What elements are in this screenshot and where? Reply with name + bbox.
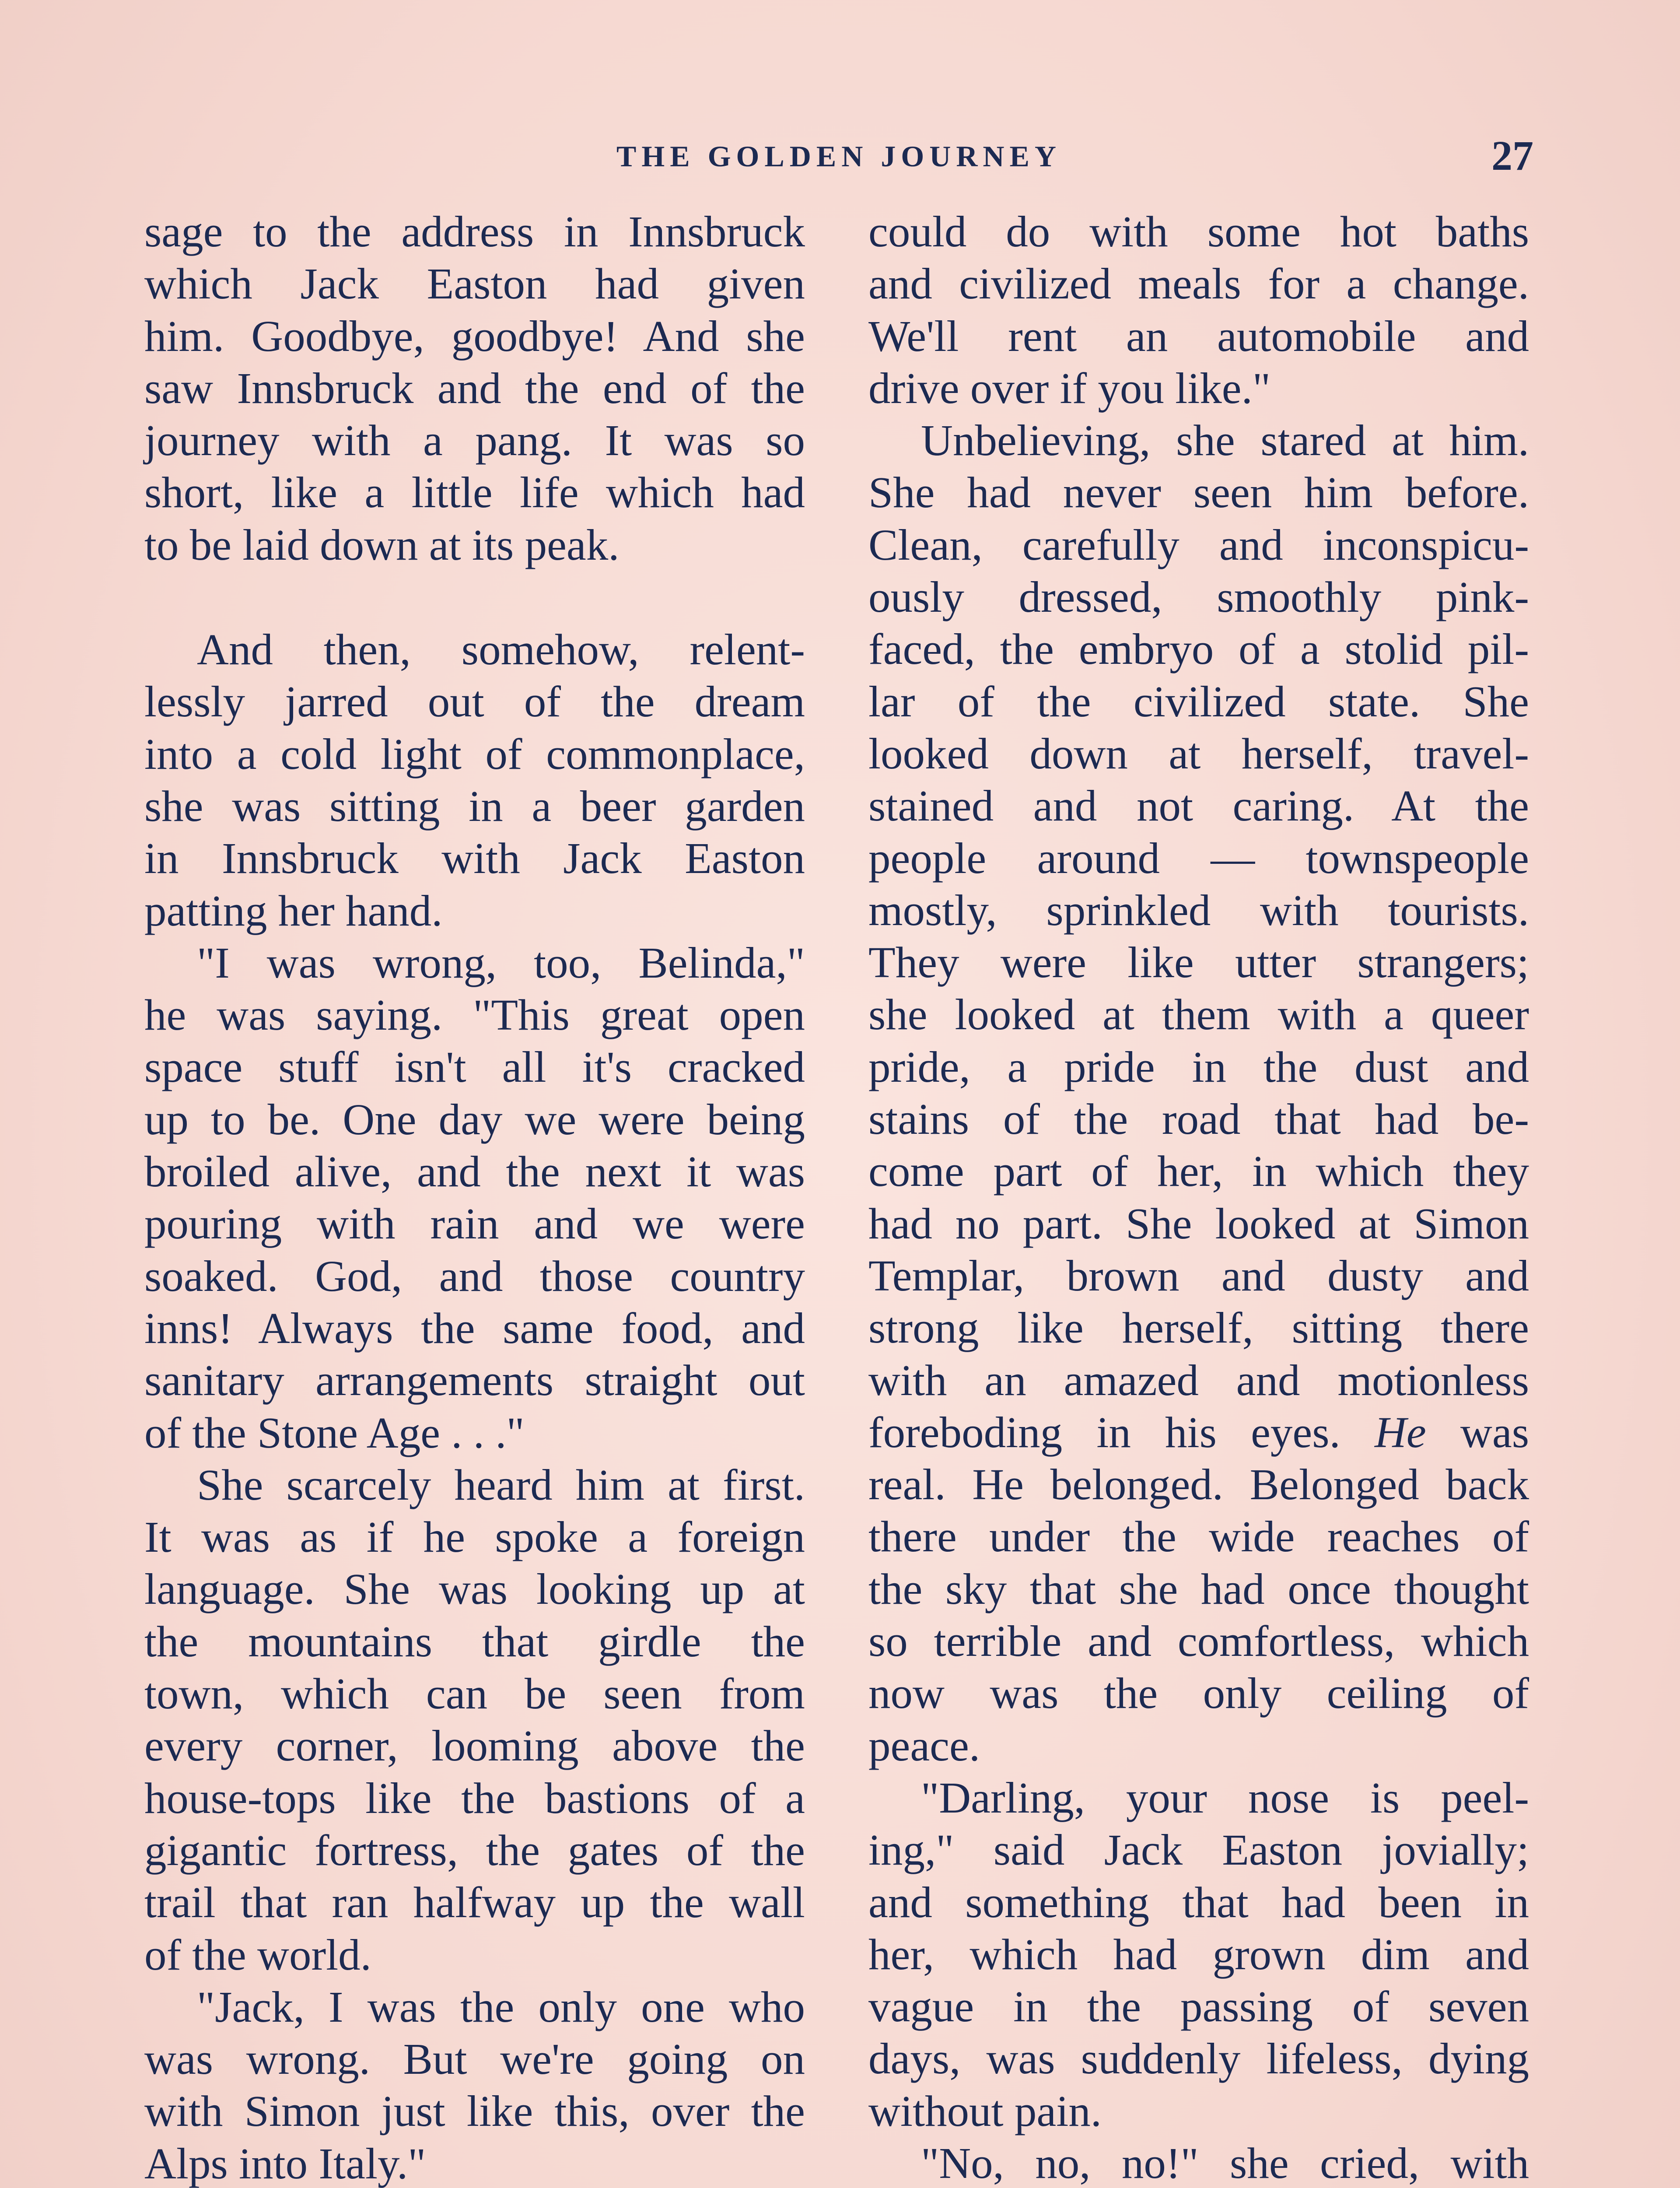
text-line: and something that had been in (868, 1877, 1529, 1927)
text-line: she was sitting in a beer garden (144, 781, 805, 831)
text-line: there under the wide reaches of (868, 1512, 1529, 1561)
text-line: pride, a pride in the dust and (868, 1042, 1529, 1091)
text-line: saw Innsbruck and the end of the (144, 363, 805, 413)
text-line: stains of the road that had be- (868, 1094, 1529, 1144)
text-line: And then, somehow, relent- (197, 625, 805, 674)
page-number: 27 (1491, 132, 1533, 179)
text-line: faced, the embryo of a stolid pil- (868, 624, 1529, 674)
text-line: into a cold light of commonplace, (144, 729, 805, 778)
text-line: stained and not caring. At the (868, 781, 1529, 831)
text-line: and civilized meals for a change. (868, 259, 1529, 309)
text-line: gigantic fortress, the gates of the (144, 1825, 805, 1875)
text-line: mostly, sprinkled with tourists. (868, 885, 1529, 935)
text-line: come part of her, in which they (868, 1147, 1529, 1196)
text-line: "No, no, no!" she cried, with (921, 2138, 1529, 2188)
text-line: space stuff isn't all it's cracked (144, 1042, 805, 1092)
text-line: trail that ran halfway up the wall (144, 1878, 805, 1927)
text-line: the sky that she had once thought (868, 1564, 1529, 1613)
text-line: "Jack, I was the only one who (197, 1982, 805, 2031)
text-line: her, which had grown dim and (868, 1929, 1529, 1979)
text-line: house-tops like the bastions of a (144, 1773, 805, 1823)
text-line: he was saying. "This great open (144, 990, 805, 1040)
text-line: could do with some hot baths (868, 207, 1529, 256)
text-line: town, which can be seen from (144, 1669, 805, 1718)
text-line: she looked at them with a queer (868, 990, 1529, 1039)
text-line: strong like herself, sitting there (868, 1303, 1529, 1353)
text-line: him. Goodbye, goodbye! And she (144, 311, 805, 361)
text-line: in Innsbruck with Jack Easton (144, 834, 805, 883)
text-line: Unbelieving, she stared at him. (921, 416, 1529, 465)
text-line: ing," said Jack Easton jovially; (868, 1825, 1529, 1875)
text-line: of the world. (144, 1930, 371, 1979)
text-line: Clean, carefully and inconspicu- (868, 520, 1529, 569)
text-line: peace. (868, 1721, 980, 1770)
text-line: to be laid down at its peak. (144, 520, 620, 569)
text-line: had no part. She looked at Simon (868, 1199, 1529, 1248)
text-line: journey with a pang. It was so (144, 416, 805, 465)
text-line: "Darling, your nose is peel- (921, 1773, 1529, 1822)
text-line: They were like utter strangers; (868, 938, 1529, 987)
text-line: vague in the passing of seven (868, 1982, 1529, 2031)
running-head (144, 131, 1533, 179)
right-text-column (868, 206, 1529, 2188)
text-line: language. She was looking up at (144, 1564, 805, 1614)
text-line: real. He belonged. Belonged back (868, 1460, 1529, 1509)
text-line: Alps into Italy." (144, 2139, 426, 2188)
text-line: was wrong. But we're going on (144, 2034, 805, 2084)
text-line: "I was wrong, too, Belinda," (197, 938, 805, 987)
text-line: lessly jarred out of the dream (144, 677, 805, 726)
text-line: so terrible and comfortless, which (868, 1616, 1529, 1666)
text-line: She had never seen him before. (868, 468, 1529, 517)
text-line: short, like a little life which had (144, 468, 805, 517)
left-text-column (144, 206, 805, 2188)
text-line: with Simon just like this, over the (144, 2086, 805, 2136)
text-line: soaked. God, and those country (144, 1251, 805, 1301)
text-line: people around — townspeople (868, 833, 1529, 883)
text-line: now was the only ceiling of (868, 1669, 1529, 1718)
text-line: up to be. One day we were being (144, 1094, 805, 1144)
text-line: which Jack Easton had given (144, 259, 805, 309)
text-line: She scarcely heard him at first. (197, 1460, 805, 1509)
text-line: sage to the address in Innsbruck (144, 207, 805, 256)
text-line: inns! Always the same food, and (144, 1303, 805, 1353)
text-line: ously dressed, smoothly pink- (868, 572, 1529, 622)
text-line: patting her hand. (144, 886, 443, 935)
text-line: drive over if you like." (868, 363, 1271, 413)
text-line: lar of the civilized state. She (868, 677, 1529, 726)
text-line: Templar, brown and dusty and (868, 1251, 1529, 1300)
text-line: It was as if he spoke a foreign (144, 1512, 805, 1562)
text-line: broiled alive, and the next it was (144, 1147, 805, 1196)
text-line: every corner, looming above the (144, 1721, 805, 1771)
running-title: THE GOLDEN JOURNEY (616, 140, 1061, 173)
text-line: We'll rent an automobile and (868, 311, 1529, 361)
text-line: foreboding in his eyes. He was (868, 1407, 1530, 1457)
text-line: sanitary arrangements straight out (144, 1356, 805, 1405)
text-line: pouring with rain and we were (144, 1199, 805, 1248)
text-line: without pain. (868, 2086, 1102, 2135)
text-line: the mountains that girdle the (144, 1616, 805, 1666)
text-line: of the Stone Age . . ." (144, 1408, 525, 1457)
text-line: days, was suddenly lifeless, dying (868, 2034, 1529, 2083)
text-line: with an amazed and motionless (868, 1355, 1529, 1405)
text-line: looked down at herself, travel- (868, 729, 1529, 778)
